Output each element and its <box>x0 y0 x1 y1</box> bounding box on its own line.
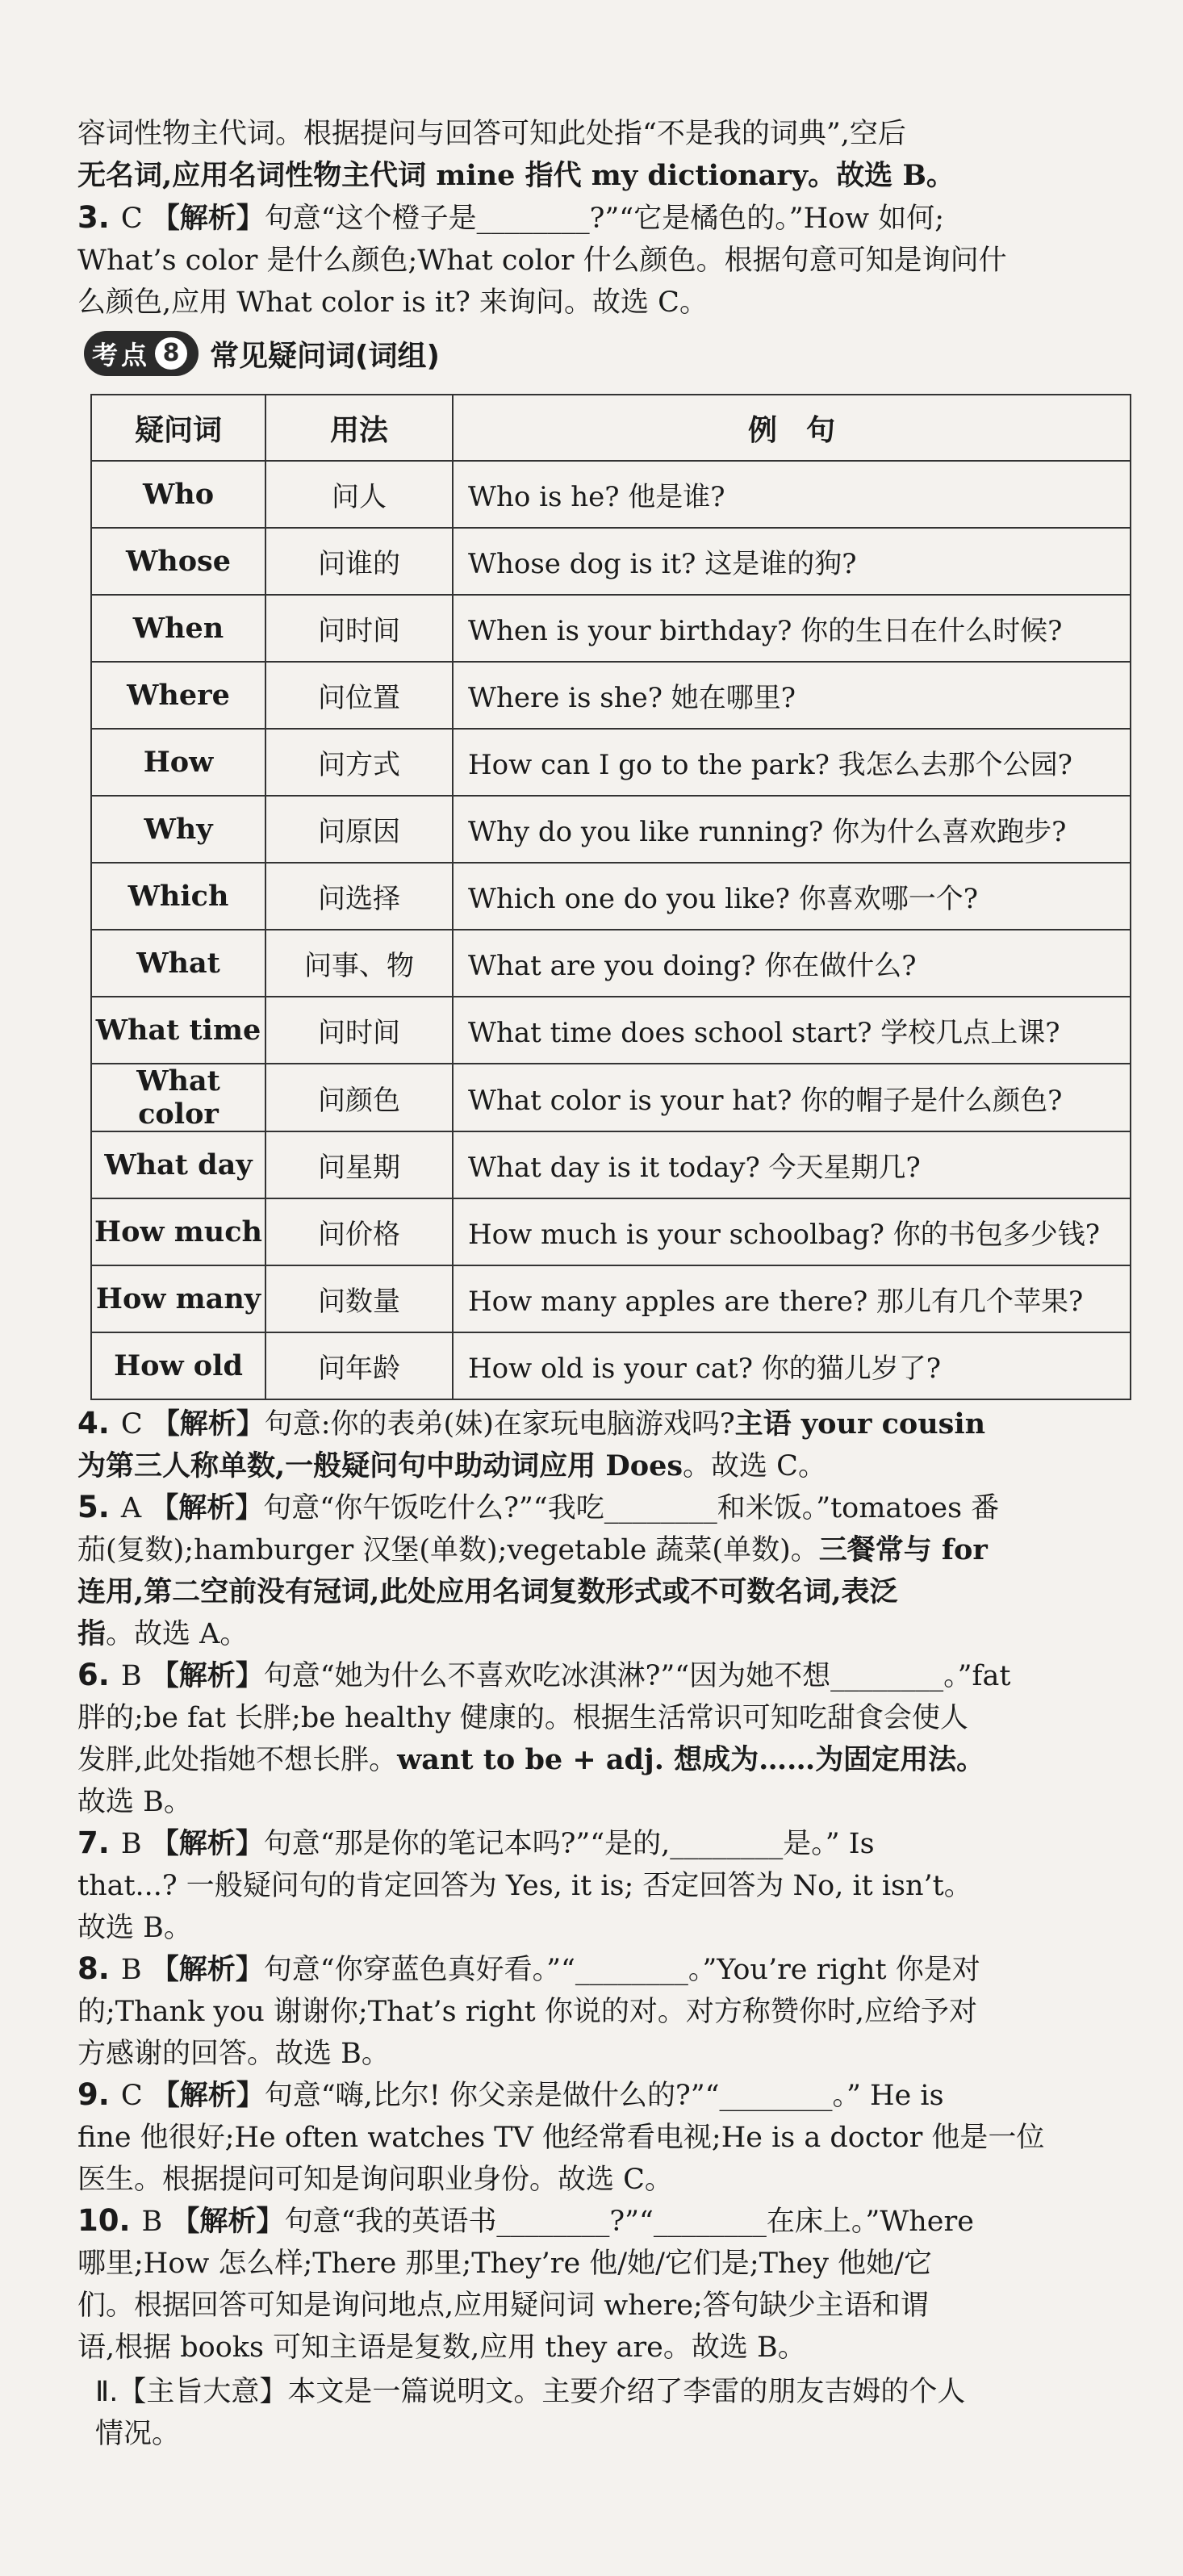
q4-answer: C <box>120 1408 143 1441</box>
question-4 <box>77 1403 1159 1487</box>
cell-word: How much <box>91 1198 265 1265</box>
cell-word: Whose <box>91 528 265 595</box>
q7-answer: B <box>120 1828 142 1860</box>
q8-line-1: 句意“你穿蓝色真好看。”“________。”You’re right 你是对 <box>263 1954 980 1986</box>
cell-example: What color is your hat? 你的帽子是什么颜色? <box>453 1064 1131 1131</box>
q5-line-2a: 茄(复数);hamburger 汉堡(单数);vegetable 蔬菜(单数)。 <box>77 1534 819 1566</box>
header-example: 例 句 <box>453 395 1131 461</box>
q10-line-4: 语,根据 books 可知主语是复数,应用 they are。故选 B。 <box>77 2331 806 2364</box>
cell-usage: 问事、物 <box>265 930 453 997</box>
q5-answer: A <box>120 1492 142 1524</box>
table-row <box>91 461 1131 528</box>
cell-example: What day is it today? 今天星期几? <box>453 1131 1131 1198</box>
q6-line-4: 故选 B。 <box>77 1786 192 1818</box>
q10-line-2: 哪里;How 怎么样;There 那里;They’re 他/她/它们是;They 他她/它 <box>77 2248 932 2280</box>
q7-analysis-tag: 【解析】 <box>150 1827 264 1860</box>
q5-line-2b: 三餐常与 for <box>818 1533 988 1566</box>
cell-word: When <box>91 595 265 662</box>
q10-answer: B <box>141 2206 163 2238</box>
cell-example: Why do you like running? 你为什么喜欢跑步? <box>453 796 1131 863</box>
q7-number: 7. <box>77 1825 110 1860</box>
cell-usage: 问谁的 <box>265 528 453 595</box>
q4-line-1b: 主语 your cousin <box>734 1407 986 1441</box>
q7-line-3: 故选 B。 <box>77 1912 192 1944</box>
q9-analysis-tag: 【解析】 <box>151 2079 265 2112</box>
section-badge-number: 8 <box>155 337 187 370</box>
cell-example: How can I go to the park? 我怎么去那个公园? <box>453 729 1131 796</box>
q6-analysis-tag: 【解析】 <box>150 1659 264 1692</box>
q6-line-3a: 发胖,此处指她不想长胖。 <box>77 1744 398 1776</box>
cell-example: Which one do you like? 你喜欢哪一个? <box>453 863 1131 930</box>
part2-line-1: Ⅱ.【主旨大意】本文是一篇说明文。主要介绍了李雷的朋友吉姆的个人 <box>95 2376 966 2408</box>
section-badge-text: 考点 <box>92 340 151 370</box>
cell-example: How old is your cat? 你的猫儿岁了? <box>453 1332 1131 1399</box>
cell-usage: 问时间 <box>265 997 453 1064</box>
q10-number: 10. <box>77 2203 131 2238</box>
cell-usage: 问方式 <box>265 729 453 796</box>
cell-example: Who is he? 他是谁? <box>453 461 1131 528</box>
q6-line-3b: want to be + adj. 想成为……为固定用法。 <box>397 1743 985 1776</box>
question-6 <box>77 1654 1159 1823</box>
q5-line-4b: 。故选 A。 <box>106 1618 249 1650</box>
intro-line-1: 容词性物主代词。根据提问与回答可知此处指“不是我的词典”,空后 <box>77 118 906 150</box>
q10-analysis-tag: 【解析】 <box>171 2205 285 2238</box>
cell-word: Who <box>91 461 265 528</box>
cell-word: How <box>91 729 265 796</box>
intro-block <box>77 113 1159 197</box>
q4-line-1a: 句意:你的表弟(妹)在家玩电脑游戏吗? <box>264 1408 735 1441</box>
cell-usage: 问数量 <box>265 1265 453 1332</box>
q3-line-2: What’s color 是什么颜色;What color 什么颜色。根据句意可知是询问什 <box>77 245 1007 277</box>
cell-example: How many apples are there? 那儿有几个苹果? <box>453 1265 1131 1332</box>
question-7 <box>77 1822 1159 1949</box>
cell-usage: 问星期 <box>265 1131 453 1198</box>
q5-line-1: 句意“你午饭吃什么?”“我吃________和米饭。”tomatoes 番 <box>263 1492 1000 1524</box>
table-row <box>91 1064 1131 1131</box>
cell-usage: 问人 <box>265 461 453 528</box>
table-row <box>91 1265 1131 1332</box>
cell-usage: 问颜色 <box>265 1064 453 1131</box>
q3-line-1: 句意“这个橙子是________?”“它是橘色的。”How 如何; <box>264 203 945 235</box>
table-row <box>91 863 1131 930</box>
part2-line-2: 情况。 <box>95 2418 181 2450</box>
table-row <box>91 796 1131 863</box>
table-row <box>91 997 1131 1064</box>
q3-analysis-tag: 【解析】 <box>151 202 265 235</box>
table-row <box>91 930 1131 997</box>
q3-line-3: 么颜色,应用 What color is it? 来询问。故选 C。 <box>77 286 708 319</box>
q8-answer: B <box>120 1954 142 1986</box>
question-9 <box>77 2074 1159 2201</box>
q4-number: 4. <box>77 1406 110 1441</box>
section-heading <box>84 329 440 378</box>
q4-analysis-tag: 【解析】 <box>151 1407 265 1441</box>
q8-line-3: 方感谢的回答。故选 B。 <box>77 2038 390 2070</box>
q8-number: 8. <box>77 1951 110 1986</box>
cell-word: How many <box>91 1265 265 1332</box>
table-row <box>91 662 1131 729</box>
cell-example: What are you doing? 你在做什么? <box>453 930 1131 997</box>
cell-usage: 问价格 <box>265 1198 453 1265</box>
question-5 <box>77 1487 1159 1655</box>
question-words-table <box>90 394 1131 1400</box>
intro-line-2: 无名词,应用名词性物主代词 mine 指代 my dictionary。故选 B。 <box>77 159 955 192</box>
q4-line-2a: 为第三人称单数,一般疑问句中助动词应用 Does <box>77 1449 683 1482</box>
part-two-summary <box>95 2371 1160 2455</box>
cell-example: Where is she? 她在哪里? <box>453 662 1131 729</box>
cell-word: Where <box>91 662 265 729</box>
q6-number: 6. <box>77 1658 110 1692</box>
q9-line-1: 句意“嗨,比尔! 你父亲是做什么的?”“________。” He is <box>264 2080 944 2112</box>
table-row <box>91 1332 1131 1399</box>
q10-line-3: 们。根据回答可知是询问地点,应用疑问词 where;答句缺少主语和谓 <box>77 2290 929 2322</box>
q6-line-2: 胖的;be fat 长胖;be healthy 健康的。根据生活常识可知吃甜食会使人 <box>77 1702 968 1734</box>
table-row <box>91 1131 1131 1198</box>
cell-word: What color <box>91 1064 265 1131</box>
q5-number: 5. <box>77 1490 110 1524</box>
q9-line-3: 医生。根据提问可知是询问职业身份。故选 C。 <box>77 2164 673 2196</box>
q7-line-1: 句意“那是你的笔记本吗?”“是的,________是。” Is <box>263 1828 875 1860</box>
table-header-row <box>91 395 1131 461</box>
cell-example: What time does school start? 学校几点上课? <box>453 997 1131 1064</box>
cell-word: Why <box>91 796 265 863</box>
cell-example: When is your birthday? 你的生日在什么时候? <box>453 595 1131 662</box>
q6-answer: B <box>120 1660 142 1692</box>
cell-example: How much is your schoolbag? 你的书包多少钱? <box>453 1198 1131 1265</box>
q7-line-2: that...? 一般疑问句的肯定回答为 Yes, it is; 否定回答为 No, it isn’t。 <box>77 1870 972 1902</box>
q3-number: 3. <box>77 200 110 235</box>
cell-word: How old <box>91 1332 265 1399</box>
header-usage: 用法 <box>265 395 453 461</box>
question-8 <box>77 1948 1159 2075</box>
q8-analysis-tag: 【解析】 <box>150 1953 264 1986</box>
q9-line-2: fine 他很好;He often watches TV 他经常看电视;He is a doctor 他是一位 <box>77 2122 1045 2154</box>
q5-line-4a: 指 <box>77 1617 107 1650</box>
q5-line-3: 连用,第二空前没有冠词,此处应用名词复数形式或不可数名词,表泛 <box>77 1575 898 1608</box>
cell-word: What time <box>91 997 265 1064</box>
q3-answer: C <box>120 203 143 235</box>
q4-line-2b: 。故选 C。 <box>683 1450 826 1482</box>
cell-usage: 问时间 <box>265 595 453 662</box>
cell-example: Whose dog is it? 这是谁的狗? <box>453 528 1131 595</box>
section-title: 常见疑问词(词组) <box>210 339 440 373</box>
cell-usage: 问选择 <box>265 863 453 930</box>
header-word: 疑问词 <box>91 395 265 461</box>
q10-line-1: 句意“我的英语书________?”“________在床上。”Where <box>284 2206 974 2238</box>
table-row <box>91 1198 1131 1265</box>
q5-analysis-tag: 【解析】 <box>150 1491 264 1524</box>
cell-usage: 问位置 <box>265 662 453 729</box>
question-10 <box>77 2200 1159 2369</box>
q8-line-2: 的;Thank you 谢谢你;That’s right 你说的对。对方称赞你时,应给予对 <box>77 1996 977 2028</box>
cell-usage: 问年龄 <box>265 1332 453 1399</box>
q9-number: 9. <box>77 2077 110 2112</box>
cell-word: Which <box>91 863 265 930</box>
cell-usage: 问原因 <box>265 796 453 863</box>
cell-word: What <box>91 930 265 997</box>
table-row <box>91 528 1131 595</box>
q6-line-1: 句意“她为什么不喜欢吃冰淇淋?”“因为她不想________。”fat <box>263 1660 1011 1692</box>
section-badge <box>84 331 199 376</box>
table-row <box>91 729 1131 796</box>
cell-word: What day <box>91 1131 265 1198</box>
question-3 <box>77 197 1159 324</box>
table-row <box>91 595 1131 662</box>
q9-answer: C <box>120 2080 143 2112</box>
